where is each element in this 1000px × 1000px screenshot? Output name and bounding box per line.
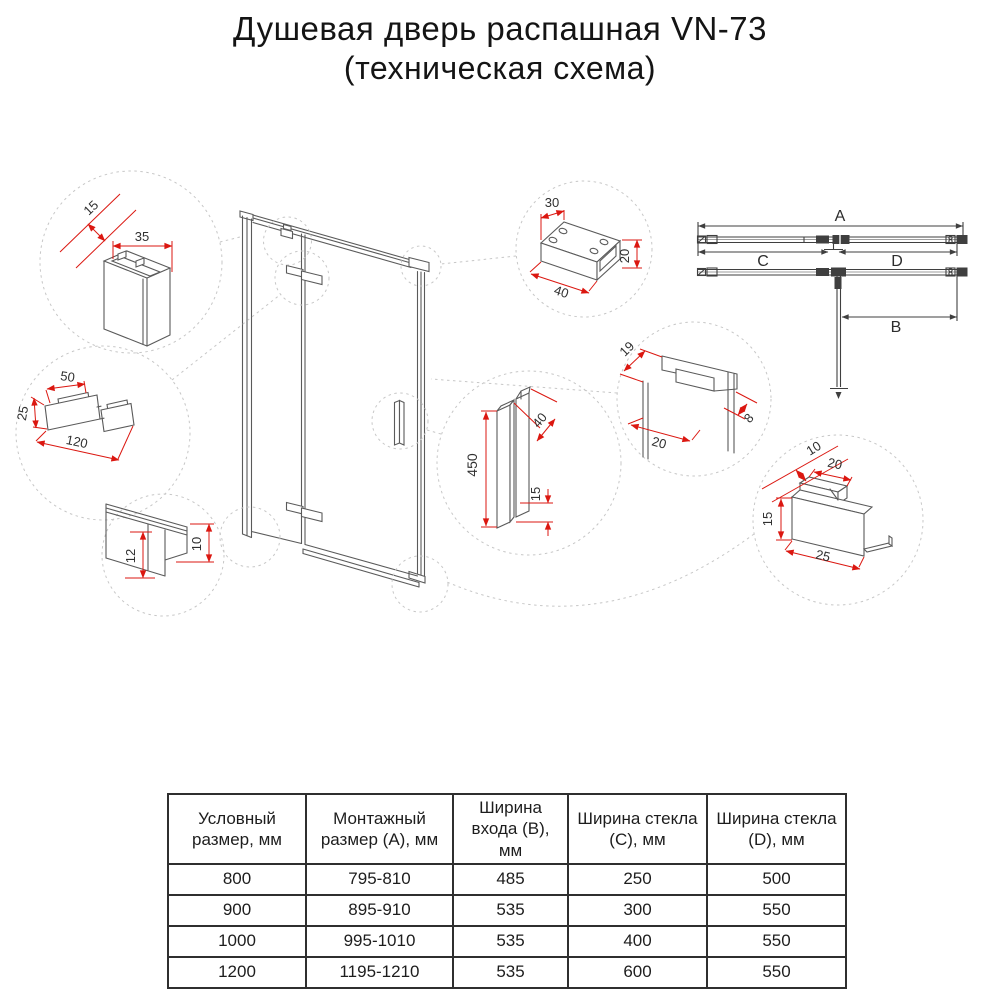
dim-label: 40: [552, 282, 571, 302]
dim-label: 15: [80, 197, 102, 219]
table-cell: 550: [707, 926, 846, 957]
dim-label: 20: [826, 454, 844, 473]
dim-label: 50: [59, 368, 76, 385]
table-cell: 1000: [168, 926, 306, 957]
table-header-cell: Ширина стекла (С), мм: [568, 794, 707, 864]
callout-hinge-clamp: [14, 346, 190, 520]
size-table: [167, 793, 847, 989]
table-cell: 500: [707, 864, 846, 895]
table-cell: 895-910: [306, 895, 453, 926]
dim-label: 20: [650, 433, 669, 452]
dim-label: 450: [464, 453, 480, 477]
table-cell: 485: [453, 864, 568, 895]
page-title-line1: Душевая дверь распашная VN-73: [233, 10, 767, 47]
plan-view: [697, 208, 968, 399]
table-header-cell: Условный размер, мм: [168, 794, 306, 864]
callout-connectors: [172, 237, 754, 606]
table-cell: 400: [568, 926, 707, 957]
table-cell: 250: [568, 864, 707, 895]
table-header-cell: Монтажный размер (А), мм: [306, 794, 453, 864]
table-cell: 535: [453, 895, 568, 926]
dim-label: 35: [134, 229, 150, 244]
table-header-cell: Ширина стекла (D), мм: [707, 794, 846, 864]
table-cell: 550: [707, 957, 846, 988]
callout-glass-holder: [616, 322, 771, 476]
dim-label: 15: [760, 511, 775, 527]
table-row: [168, 926, 846, 957]
dim-label: 10: [189, 536, 204, 552]
callout-wall-profile: [40, 171, 222, 353]
page-title-line2: (техническая схема): [343, 50, 657, 87]
plan-label-c: C: [757, 253, 769, 270]
plan-label-b: B: [890, 319, 902, 336]
table-cell: 550: [707, 895, 846, 926]
table-cell: 900: [168, 895, 306, 926]
dim-label: 20: [617, 248, 632, 264]
table-header-cell: Ширина входа (В), мм: [453, 794, 568, 864]
table-cell: 1200: [168, 957, 306, 988]
table-row: [168, 895, 846, 926]
table-cell: 995-1010: [306, 926, 453, 957]
dim-label: 40: [529, 409, 550, 431]
table-row: [168, 864, 846, 895]
table-cell: 795-810: [306, 864, 453, 895]
dim-label: 10: [803, 437, 824, 459]
dim-label: 25: [814, 546, 832, 565]
table-cell: 800: [168, 864, 306, 895]
table-cell: 300: [568, 895, 707, 926]
dim-label: 12: [123, 548, 138, 564]
table-row: [168, 957, 846, 988]
dim-label: 25: [13, 404, 32, 422]
table-cell: 535: [453, 926, 568, 957]
table-cell: 535: [453, 957, 568, 988]
table-header-row: [168, 794, 846, 864]
dim-label: 30: [544, 195, 560, 210]
table-cell: 600: [568, 957, 707, 988]
callout-handle: [437, 371, 621, 555]
plan-label-d: D: [891, 253, 903, 270]
callout-corner-connector: [516, 181, 652, 317]
callout-bottom-profile: [102, 494, 224, 616]
dim-label: 8: [740, 410, 757, 426]
plan-label-a: A: [834, 208, 846, 225]
dim-label: 15: [528, 486, 543, 502]
dim-label: 19: [616, 338, 638, 360]
dim-label: 120: [64, 432, 90, 452]
table-cell: 1195-1210: [306, 957, 453, 988]
callout-glass-support: [753, 435, 923, 605]
